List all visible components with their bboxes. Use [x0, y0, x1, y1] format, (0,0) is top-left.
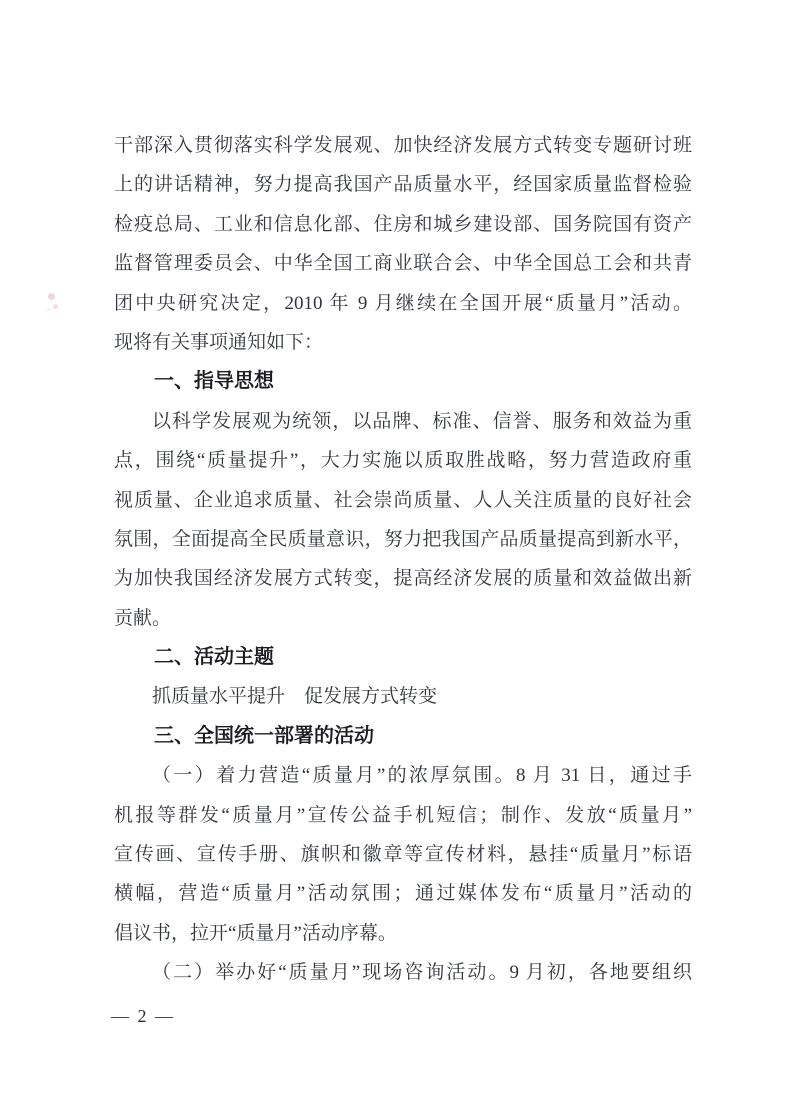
section-heading-2: 二、活动主题 [154, 646, 274, 669]
paragraph-line: （二）举办好“质量月”现场咨询活动。9 月初，各地要组织 [152, 962, 692, 984]
paragraph-line: 氛围，全面提高全民质量意识，努力把我国产品质量提高到新水平， [114, 528, 692, 550]
document-body [114, 126, 692, 993]
paragraph-line: 点，围绕“质量提升”，大力实施以质取胜战略，努力营造政府重 [114, 450, 692, 472]
section-heading-1: 一、指导思想 [154, 370, 274, 393]
paragraph-line: 贡献。 [114, 607, 172, 629]
page-number: — 2 — [111, 1006, 175, 1026]
paragraph-line: 监督管理委员会、中华全国工商业联合会、中华全国总工会和共青 [114, 253, 692, 275]
paragraph-line: 横幅，营造“质量月”活动氛围；通过媒体发布“质量月”活动的 [114, 883, 692, 905]
paragraph-line: 检疫总局、工业和信息化部、住房和城乡建设部、国务院国有资产 [114, 213, 692, 235]
paragraph-line: 倡议书，拉开“质量月”活动序幕。 [114, 922, 397, 944]
paragraph-line: 宣传画、宣传手册、旗帜和徽章等宣传材料，悬挂“质量月”标语 [114, 844, 692, 866]
paragraph-line: 机报等群发“质量月”宣传公益手机短信；制作、发放“质量月” [114, 804, 692, 826]
paragraph-line: 团中央研究决定，2010 年 9 月继续在全国开展“质量月”活动。 [114, 292, 692, 314]
paragraph-line: 上的讲话精神，努力提高我国产品质量水平，经国家质量监督检验 [114, 174, 692, 196]
paragraph-line: 视质量、企业追求质量、社会崇尚质量、人人关注质量的良好社会 [114, 489, 692, 511]
paragraph-line: 现将有关事项通知如下： [114, 331, 324, 353]
activity-theme-line: 抓质量水平提升 促发展方式转变 [152, 686, 438, 708]
paragraph-line: 干部深入贯彻落实科学发展观、加快经济发展方式转变专题研讨班 [114, 135, 692, 156]
scan-artifact [48, 293, 55, 300]
section-heading-3: 三、全国统一部署的活动 [154, 724, 374, 747]
paragraph-line: 以科学发展观为统领，以品牌、标准、信誉、服务和效益为重 [152, 410, 692, 432]
paragraph-line: 为加快我国经济发展方式转变，提高经济发展的质量和效益做出新 [114, 568, 692, 590]
paragraph-line: （一）着力营造“质量月”的浓厚氛围。8 月 31 日，通过手 [152, 765, 692, 787]
